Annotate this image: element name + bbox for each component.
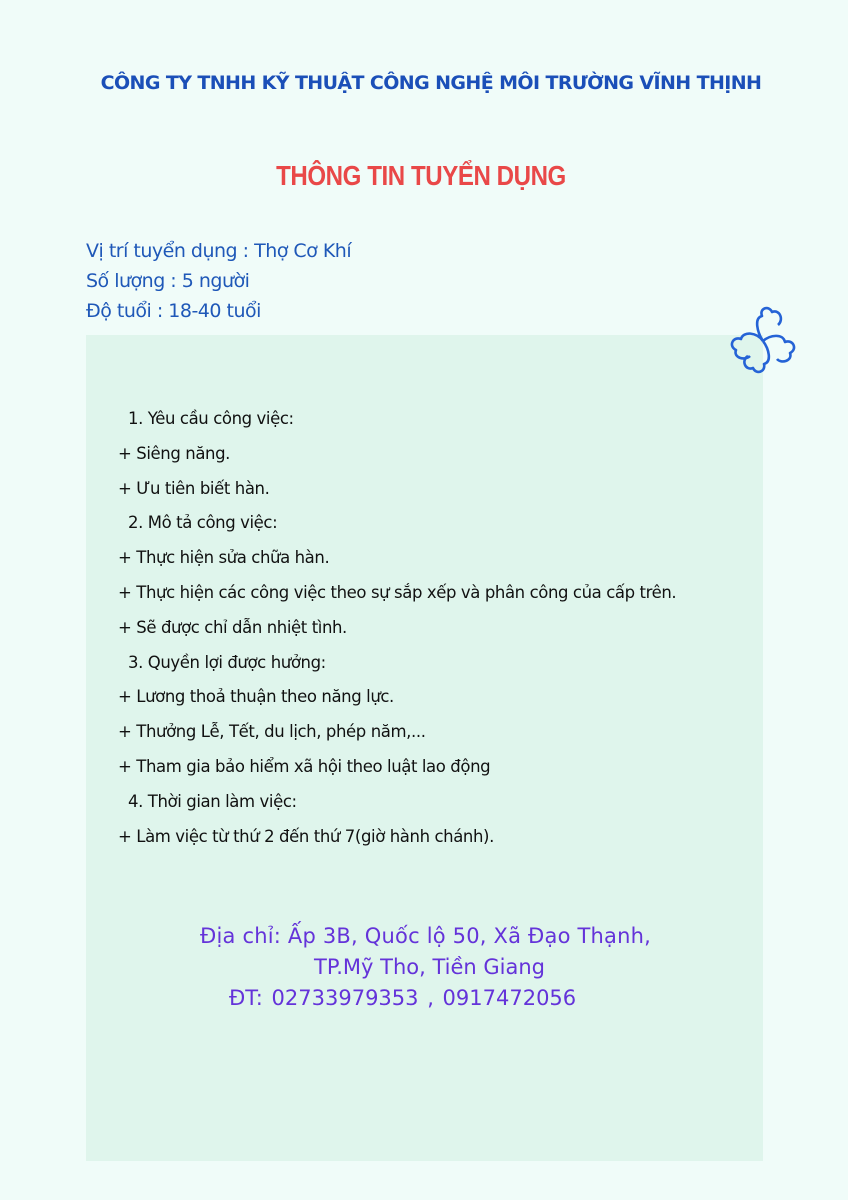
phone-numbers: ĐT: 02733979353 , 0917472056 bbox=[229, 986, 577, 1010]
list-item: + Tham gia bảo hiểm xã hội theo luật lao động bbox=[118, 756, 491, 776]
address-line-2: TP.Mỹ Tho, Tiền Giang bbox=[314, 955, 545, 979]
job-age: Độ tuổi : 18-40 tuổi bbox=[86, 300, 261, 322]
section-heading-working-hours: 4. Thời gian làm việc: bbox=[128, 791, 297, 811]
job-position: Vị trí tuyển dụng : Thợ Cơ Khí bbox=[86, 240, 352, 262]
list-item: + Thực hiện các công việc theo sự sắp xếp và phân công của cấp trên. bbox=[118, 582, 677, 602]
address-line-1: Địa chỉ: Ấp 3B, Quốc lộ 50, Xã Đạo Thạnh, bbox=[200, 924, 652, 948]
job-quantity: Số lượng : 5 người bbox=[86, 270, 250, 292]
page-title: THÔNG TIN TUYỂN DỤNG bbox=[276, 160, 566, 191]
list-item: + Thực hiện sửa chữa hàn. bbox=[118, 548, 330, 568]
job-summary bbox=[86, 236, 351, 326]
section-heading-description: 2. Mô tả công việc: bbox=[128, 513, 278, 533]
list-item: + Làm việc từ thứ 2 đến thứ 7(giờ hành chánh). bbox=[118, 826, 494, 846]
clover-outline-icon bbox=[728, 306, 798, 376]
list-item: + Sẽ được chỉ dẫn nhiệt tình. bbox=[118, 617, 347, 637]
list-item: + Thưởng Lễ, Tết, du lịch, phép năm,... bbox=[118, 722, 426, 742]
list-item: + Ưu tiên biết hàn. bbox=[118, 478, 270, 498]
list-item: + Lương thoả thuận theo năng lực. bbox=[118, 687, 394, 707]
section-heading-benefits: 3. Quyền lợi được hưởng: bbox=[128, 652, 326, 672]
section-heading-requirements: 1. Yêu cầu công việc: bbox=[128, 409, 294, 428]
company-name: CÔNG TY TNHH KỸ THUẬT CÔNG NGHỆ MÔI TRƯỜNG VĨNH THỊNH bbox=[100, 72, 762, 94]
list-item: + Siêng năng. bbox=[118, 443, 231, 463]
job-details bbox=[118, 404, 676, 856]
